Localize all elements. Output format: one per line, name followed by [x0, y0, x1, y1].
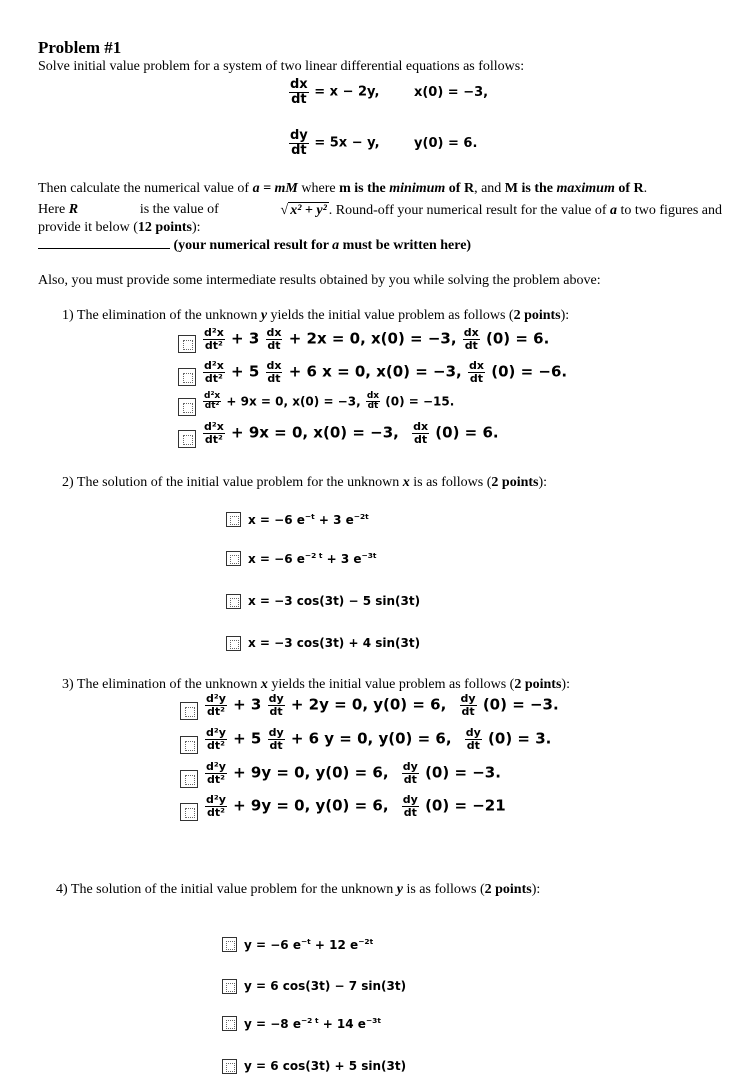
- q2-option-4-checkbox[interactable]: [226, 636, 241, 651]
- q1-option-3-checkbox[interactable]: [178, 398, 196, 416]
- q4-option-3-checkbox[interactable]: [222, 1016, 237, 1031]
- q3-option-2-checkbox[interactable]: [180, 736, 198, 754]
- q1-prompt: 1) The elimination of the unknown y yields the initial value problem as follows (2 points):: [62, 308, 570, 323]
- q1-option-3: $\frac{\text{d²x}}{\text{dt²}}$ + 9x = 0, x(0) = −3, $\frac{dx}{dt}$ (0) = −15.: [204, 391, 455, 412]
- q2-option-3: x = −3 cos(3t) − 5 sin(3t): [248, 594, 421, 608]
- system-eq1: $\frac{dx}{dt}$ = x − 2y, x(0) = −3,: [290, 77, 489, 107]
- page-title: Problem #1: [38, 38, 122, 57]
- q1-option-1: $\frac{\text{d²x}}{\text{dt²}}$ + 3 $\frac{dx}{dt}$ + 2x = 0, x(0) = −3, $\frac{dx}{dt}$ (0) = 6.: [204, 326, 550, 352]
- answer-blank[interactable]: [38, 248, 170, 249]
- q3-option-4: $\frac{\text{d²y}}{\text{dt²}}$ + 9y = 0, y(0) = 6, $\frac{dy}{dt}$ (0) = −21: [206, 793, 506, 819]
- q3-option-4-checkbox[interactable]: [180, 803, 198, 821]
- q3-prompt: 3) The elimination of the unknown x yields the initial value problem as follows (2 points):: [62, 677, 570, 692]
- instruction-line-1: Then calculate the numerical value of a = mM where m is the minimum of R, and M is the maximum of R.: [38, 181, 648, 196]
- q1-option-1-checkbox[interactable]: [178, 335, 196, 353]
- q4-option-2-checkbox[interactable]: [222, 979, 237, 994]
- q4-option-4-checkbox[interactable]: [222, 1059, 237, 1074]
- q3-option-1-checkbox[interactable]: [180, 702, 198, 720]
- q2-option-2: x = −6 $e^{-2 t} + 3$ $e^{-3t}$: [248, 551, 377, 566]
- q4-option-1: y = −6 $e^{-t} + 12$ $e^{-2t}$: [244, 937, 374, 952]
- q3-option-3: $\frac{\text{d²y}}{\text{dt²}}$ + 9y = 0, y(0) = 6, $\frac{dy}{dt}$ (0) = −3.: [206, 760, 501, 786]
- q3-option-2: $\frac{\text{d²y}}{\text{dt²}}$ + 5 $\frac{dy}{dt}$ + 6 y = 0, y(0) = 6, $\frac{dy}{dt}$ (0) = 3.: [206, 726, 552, 752]
- system-eq2: $\frac{dy}{dt}$ = 5x − y, y(0) = 6.: [290, 128, 478, 158]
- q1-option-2: $\frac{\text{d²x}}{\text{dt²}}$ + 5 $\frac{dx}{dt}$ + 6 x = 0, x(0) = −3, $\frac{dx}{dt}$ (0) = −6.: [204, 359, 568, 385]
- q3-option-1: $\frac{\text{d²y}}{\text{dt²}}$ + 3 $\frac{dy}{dt}$ + 2y = 0, y(0) = 6, $\frac{dy}{dt}$ (0) = −3.: [206, 692, 559, 718]
- instruction-line-2: Here R is the value of √ x² + y² . Round-off your numerical result for the value of a to two figures and: [38, 202, 722, 218]
- q4-prompt: 4) The solution of the initial value problem for the unknown y is as follows (2 points):: [56, 882, 541, 897]
- q1-option-4: $\frac{\text{d²x}}{\text{dt²}}$ + 9x = 0, x(0) = −3, $\frac{dx}{dt}$ (0) = 6.: [204, 420, 499, 446]
- q4-option-2: y = 6 cos(3t) − 7 sin(3t): [244, 979, 407, 993]
- intro-text: Solve initial value problem for a system of two linear differential equations as follows:: [38, 59, 525, 74]
- q2-option-2-checkbox[interactable]: [226, 551, 241, 566]
- also-text: Also, you must provide some intermediate results obtained by you while solving the problem above:: [38, 273, 601, 288]
- q2-option-4: x = −3 cos(3t) + 4 sin(3t): [248, 636, 421, 650]
- q4-option-3: y = −8 $e^{-2 t} + 14$ $e^{-3t}$: [244, 1016, 381, 1031]
- q2-option-1: x = −6 $e^{-t} + 3$ $e^{-2t}$: [248, 512, 369, 527]
- q2-option-3-checkbox[interactable]: [226, 594, 241, 609]
- q1-option-4-checkbox[interactable]: [178, 430, 196, 448]
- q1-option-2-checkbox[interactable]: [178, 368, 196, 386]
- q2-prompt: 2) The solution of the initial value problem for the unknown x is as follows (2 points):: [62, 475, 548, 490]
- q3-option-3-checkbox[interactable]: [180, 770, 198, 788]
- answer-line: (your numerical result for a must be written here): [38, 238, 471, 254]
- instruction-line-3: provide it below (12 points):: [38, 220, 201, 235]
- q4-option-1-checkbox[interactable]: [222, 937, 237, 952]
- q4-option-4: y = 6 cos(3t) + 5 sin(3t): [244, 1059, 407, 1073]
- q2-option-1-checkbox[interactable]: [226, 512, 241, 527]
